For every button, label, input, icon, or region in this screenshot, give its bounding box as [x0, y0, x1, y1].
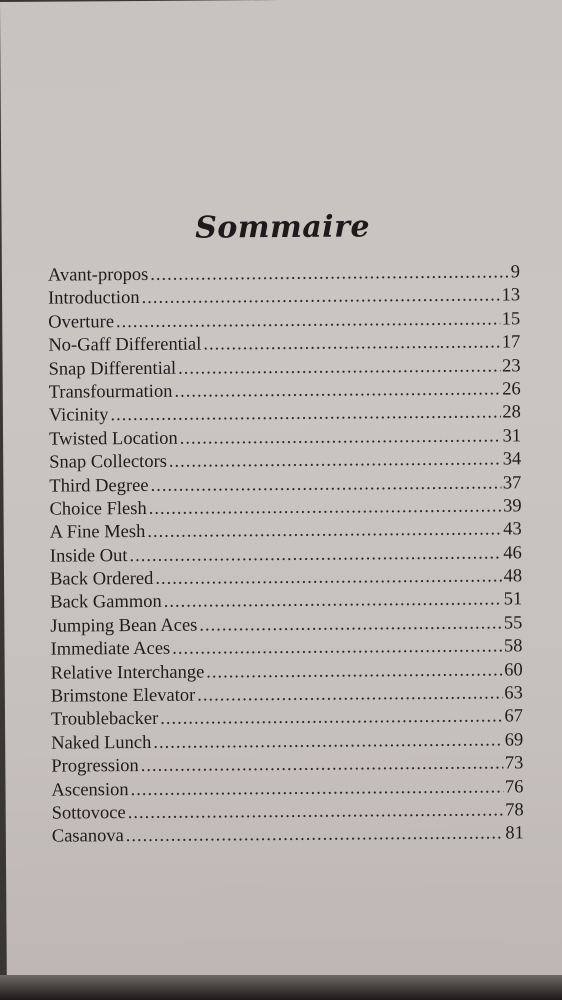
- toc-entry-title: Casanova: [51, 826, 124, 847]
- dot-leader: [150, 262, 509, 286]
- page-title: Sommaire: [195, 209, 371, 246]
- toc-entry: [52, 824, 524, 851]
- toc-entry-title: Inside Out: [49, 545, 128, 567]
- dot-leader: [131, 777, 504, 801]
- toc-entry-page-number: 39: [502, 496, 522, 517]
- toc-entry: [49, 403, 521, 430]
- toc-entry-title: Transfourmation: [48, 381, 173, 403]
- toc-entry-page-number: 55: [503, 613, 523, 634]
- toc-entry-page-number: 51: [503, 589, 523, 610]
- toc-entry-title: Brimstone Elevator: [50, 685, 196, 707]
- dot-leader: [126, 824, 504, 848]
- toc-entry: [50, 590, 522, 617]
- toc-entry-title: Introduction: [48, 288, 140, 310]
- toc-entry-page-number: 63: [504, 683, 523, 704]
- dot-leader: [149, 496, 502, 519]
- toc-entry: [51, 730, 523, 757]
- dot-leader: [178, 356, 500, 379]
- toc-entry-title: Jumping Bean Aces: [50, 615, 198, 637]
- toc-entry: [49, 449, 521, 476]
- toc-entry-page-number: 73: [504, 753, 524, 774]
- toc-entry: [49, 356, 521, 383]
- dot-leader: [116, 309, 500, 333]
- dot-leader: [197, 684, 502, 707]
- toc-entry: [51, 660, 523, 687]
- toc-entry-title: Ascension: [51, 779, 129, 801]
- toc-entry: [48, 309, 520, 336]
- toc-entry-page-number: 26: [502, 379, 521, 400]
- dot-leader: [180, 426, 501, 449]
- toc-entry: [49, 426, 521, 453]
- toc-entry-title: Overture: [48, 311, 115, 333]
- toc-entry-title: Back Gammon: [50, 592, 162, 614]
- toc-entry-page-number: 67: [504, 706, 524, 727]
- dot-leader: [160, 707, 502, 730]
- toc-entry-page-number: 78: [505, 800, 524, 821]
- toc-entry-page-number: 17: [501, 332, 521, 353]
- toc-entry: [48, 262, 520, 289]
- toc-entry-title: Twisted Location: [48, 428, 178, 450]
- dot-leader: [174, 379, 500, 402]
- toc-entry-title: Snap Differential: [48, 358, 177, 380]
- dot-leader: [203, 333, 500, 356]
- table-of-contents: [48, 262, 524, 850]
- toc-entry: [52, 800, 524, 827]
- toc-entry: [51, 754, 523, 781]
- toc-entry-page-number: 13: [501, 285, 521, 306]
- toc-entry-title: Naked Lunch: [51, 732, 152, 754]
- dot-leader: [155, 567, 501, 590]
- dot-leader: [150, 473, 500, 496]
- toc-entry-title: No-Gaff Differential: [48, 334, 202, 356]
- toc-entry: [49, 496, 521, 523]
- toc-entry-title: Troublebacker: [50, 709, 159, 731]
- toc-entry: [50, 543, 522, 570]
- toc-entry: [50, 613, 522, 640]
- toc-entry-page-number: 76: [504, 776, 524, 798]
- toc-entry-title: Sottovoce: [51, 803, 126, 824]
- toc-entry: [48, 333, 520, 360]
- dot-leader: [128, 800, 504, 824]
- toc-entry-page-number: 31: [502, 426, 522, 447]
- dot-leader: [147, 520, 501, 543]
- dot-leader: [172, 637, 502, 660]
- toc-entry-page-number: 60: [504, 659, 523, 681]
- dot-leader: [110, 403, 500, 427]
- toc-entry: [49, 473, 521, 500]
- dot-leader: [169, 450, 501, 473]
- toc-entry-title: Third Degree: [49, 475, 149, 497]
- dot-leader: [153, 730, 502, 753]
- page-edge-shadow: [0, 975, 562, 1000]
- toc-entry: [48, 286, 520, 313]
- toc-entry-title: A Fine Mesh: [49, 522, 146, 543]
- toc-entry-page-number: 69: [504, 730, 524, 751]
- toc-entry-title: Progression: [51, 756, 139, 777]
- toc-entry-page-number: 48: [503, 566, 523, 587]
- toc-entry-title: Immediate Aces: [50, 639, 171, 660]
- toc-entry: [50, 566, 522, 593]
- toc-entry-page-number: 81: [505, 823, 524, 844]
- toc-entry-title: Back Ordered: [49, 568, 154, 590]
- dot-leader: [164, 590, 502, 613]
- toc-entry: [50, 520, 522, 547]
- toc-entry: [51, 683, 523, 710]
- toc-entry: [50, 637, 522, 664]
- toc-entry-title: Snap Collectors: [49, 451, 167, 473]
- toc-entry-page-number: 28: [502, 402, 521, 423]
- toc-entry-page-number: 46: [503, 543, 522, 564]
- dot-leader: [206, 660, 502, 683]
- toc-entry-page-number: 37: [502, 472, 522, 493]
- toc-entry-title: Vicinity: [48, 405, 109, 426]
- toc-entry-title: Relative Interchange: [50, 662, 205, 684]
- toc-entry-page-number: 34: [502, 449, 522, 470]
- toc-entry-title: Avant-propos: [47, 264, 149, 286]
- toc-entry-title: Choice Flesh: [49, 498, 147, 520]
- dot-leader: [141, 754, 503, 778]
- toc-entry: [51, 777, 523, 804]
- dot-leader: [129, 543, 501, 567]
- dot-leader: [141, 286, 499, 309]
- toc-entry-page-number: 15: [501, 309, 521, 330]
- toc-entry-page-number: 43: [503, 519, 522, 540]
- toc-entry-page-number: 58: [503, 636, 523, 657]
- toc-entry-page-number: 23: [501, 355, 521, 377]
- toc-entry: [49, 379, 521, 406]
- dot-leader: [199, 613, 502, 636]
- toc-entry: [51, 707, 523, 734]
- toc-entry-page-number: 9: [510, 262, 520, 283]
